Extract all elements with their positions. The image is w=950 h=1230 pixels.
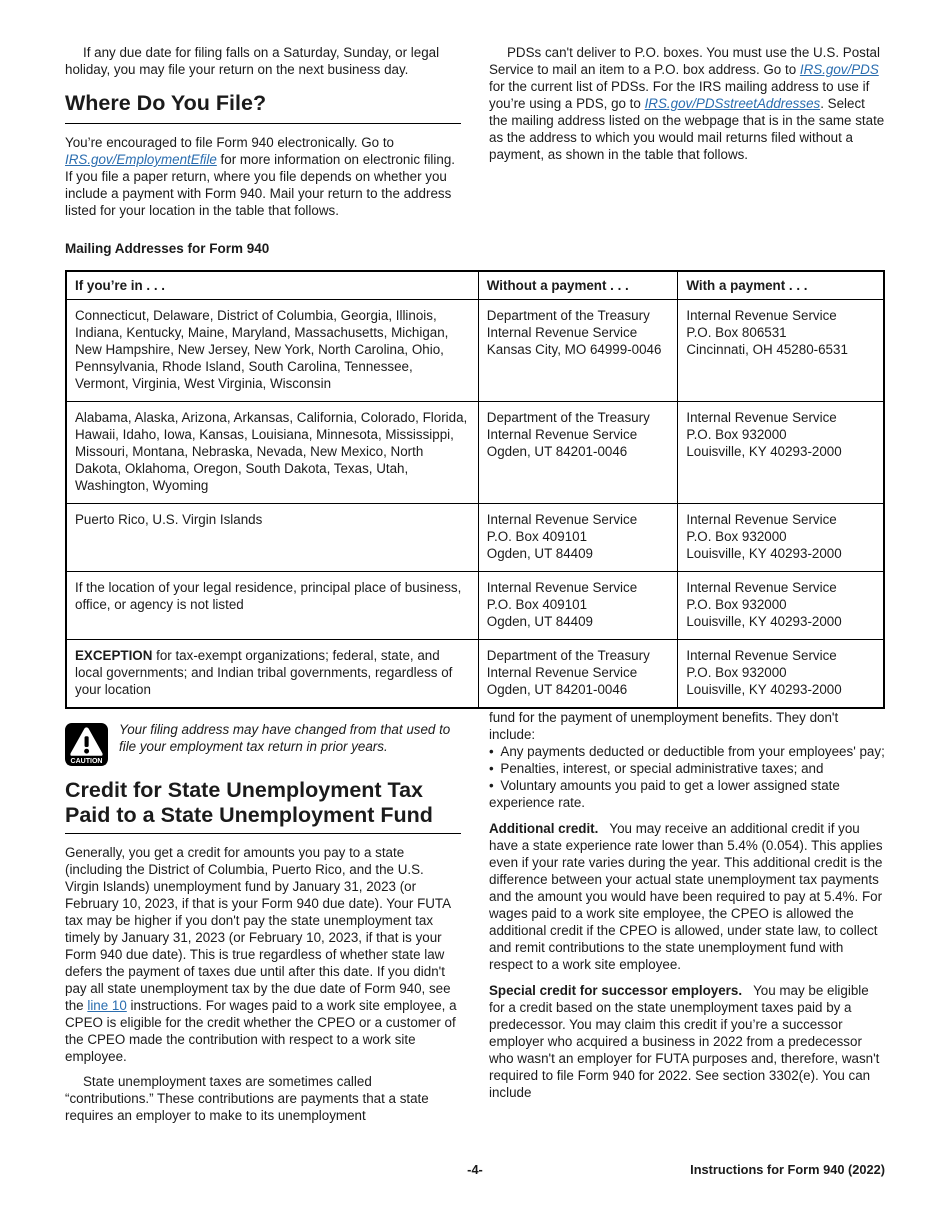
additional-credit-label: Additional credit. [489, 821, 599, 836]
table-row [66, 402, 884, 504]
address-line: P.O. Box 409101 [486, 597, 588, 612]
address-line: Internal Revenue Service [486, 512, 638, 527]
address-line: Ogden, UT 84201-0046 [486, 682, 628, 697]
top-section [65, 44, 885, 219]
address-line: Louisville, KY 40293-2000 [686, 682, 842, 697]
without-payment-cell [478, 300, 678, 402]
mailing-addresses-section [65, 240, 885, 709]
table-row [66, 300, 884, 402]
inline-link[interactable]: IRS.gov/PDSstreetAddresses [644, 96, 821, 111]
without-payment-cell [478, 572, 678, 640]
inline-link[interactable]: IRS.gov/EmploymentEfile [65, 152, 217, 167]
address-line: Ogden, UT 84409 [486, 546, 593, 561]
address-line: Internal Revenue Service [486, 427, 638, 442]
continuation-paragraph: fund for the payment of unemployment benefits. They don't include: [489, 710, 839, 742]
address-line: Kansas City, MO 64999-0046 [486, 342, 662, 357]
successor-credit-label: Special credit for successor employers. [489, 983, 743, 998]
address-line: Internal Revenue Service [686, 410, 837, 425]
location-cell: Alabama, Alaska, Arizona, Arkansas, California, Colorado, Florida, Hawaii, Idaho, Iowa, Kansas, Louisiana, Minnesota, Mississippi, Missouri, Montana, Nebraska, Nevada, New Mexico, North Dakota, Oklahoma, Oregon, South Dakota, Texas, Utah, Washington, Wyoming [66, 402, 478, 504]
with-payment-cell [678, 402, 884, 504]
address-line: Internal Revenue Service [486, 580, 638, 595]
address-line: Cincinnati, OH 45280-6531 [686, 342, 848, 357]
with-payment-cell [678, 572, 884, 640]
top-left-column [65, 44, 461, 219]
pds-paragraph: PDSs can't deliver to P.O. boxes. You must use the U.S. Postal Service to mail an item to a P.O. box address. Go to IRS.gov/PDS for the current list of PDSs. For the IRS mailing address to use if you’re using a PDS, go to IRS.gov/PDSstreetAddresses. Select the mailing address listed on the webpage that is in the same state as the address to which you would mail returns filed without a payment, as shown in the table that follows. [489, 45, 885, 162]
address-line: P.O. Box 932000 [686, 529, 787, 544]
location-cell: EXCEPTION for tax-exempt organizations; federal, state, and local governments; and Indian tribal governments, regardless of your location [66, 640, 478, 709]
additional-credit-paragraph [489, 820, 885, 973]
address-line: Internal Revenue Service [486, 325, 638, 340]
mailing-table-title: Mailing Addresses for Form 940 [65, 241, 270, 256]
address-line: Internal Revenue Service [486, 665, 638, 680]
bottom-left-column [65, 709, 461, 1124]
address-line: P.O. Box 806531 [686, 325, 787, 340]
table-row [66, 640, 884, 709]
column-header-location: If you’re in . . . [66, 271, 478, 300]
address-line: P.O. Box 932000 [686, 665, 787, 680]
address-line: Internal Revenue Service [686, 512, 837, 527]
bullet-item: • Any payments deducted or deductible from your employees' pay; [489, 743, 885, 760]
credit-paragraph-1: Generally, you get a credit for amounts you pay to a state (including the District of Columbia, Puerto Rico, and the U.S. Virgin Islands) unemployment fund by January 31, 2023 (or February 10, 2023, if that is your Form 940 due date). Your FUTA tax may be higher if you don't pay the state unemployment tax timely by January 31, 2023 (or February 10, 2023, if that is your Form 940 due date). This is true regardless of whether state law defers the payment of taxes due until after this date. If you didn't pay all state unemployment tax by the due date of Form 940, see the line 10 instructions. For wages paid to a work site employee, a CPEO is eligible for the credit whether the CPEO or a customer of the CPEO made the contribution with respect to a work site employee. [65, 845, 457, 1064]
where-do-you-file-heading: Where Do You File? [65, 91, 461, 124]
additional-credit-text: You may receive an additional credit if you have a state experience rate lower than 5.4% (0.054). This applies even if your rate varies during the year. This additional credit is the difference between your actual state unemployment tax payments and the amount you would have been required to pay at 5.4%. For wages paid to a work site employee, the CPEO is allowed the additional credit if the CPEO is allowed, under state law, to collect and remit contributions to the state unemployment fund with respect to a work site employee. [489, 821, 883, 972]
inline-link[interactable]: line 10 [87, 998, 127, 1013]
due-date-paragraph: If any due date for filing falls on a Saturday, Sunday, or legal holiday, you may file your return on the next business day. [65, 45, 440, 77]
efile-paragraph: You’re encouraged to file Form 940 electronically. Go to IRS.gov/EmploymentEfile for more information on electronic filing. If you file a paper return, where you file depends on whether you include a payment with Form 940. Mail your return to the address listed for your location in the table that follows. [65, 135, 455, 218]
with-payment-cell [678, 504, 884, 572]
location-cell: Connecticut, Delaware, District of Columbia, Georgia, Illinois, Indiana, Kentucky, Maine, Maryland, Massachusetts, Michigan, New Hampshire, New Jersey, New York, North Carolina, Ohio, Pennsylvania, Rhode Island, South Carolina, Tennessee, Vermont, Virginia, West Virginia, Wisconsin [66, 300, 478, 402]
caution-label: CAUTION [70, 758, 103, 766]
successor-credit-text: You may be eligible for a credit based on the state unemployment taxes paid by a predecessor. You may claim this credit if you’re a successor employer who acquired a business in 2022 from a predecessor who wasn't an employer for FUTA purposes and, therefore, wasn't required to file Form 940 for 2022. See section 3302(e). You can include [489, 983, 880, 1100]
bottom-right-column [489, 709, 885, 1124]
with-payment-cell [678, 640, 884, 709]
address-line: Internal Revenue Service [686, 648, 837, 663]
address-line: Ogden, UT 84201-0046 [486, 444, 628, 459]
address-line: P.O. Box 409101 [486, 529, 588, 544]
address-line: P.O. Box 932000 [686, 427, 787, 442]
without-payment-cell [478, 504, 678, 572]
bottom-section [65, 709, 885, 1124]
address-line: Louisville, KY 40293-2000 [686, 614, 842, 629]
table-header-row [66, 271, 884, 300]
page-number: -4- [467, 1162, 483, 1177]
mailing-addresses-table [65, 270, 885, 709]
address-line: Department of the Treasury [486, 410, 650, 425]
address-line: P.O. Box 932000 [686, 597, 787, 612]
caution-icon [65, 723, 108, 766]
address-line: Ogden, UT 84409 [486, 614, 593, 629]
inline-link[interactable]: IRS.gov/PDS [799, 62, 879, 77]
credit-section-heading: Credit for State Unemployment Tax Paid to a State Unemployment Fund [65, 778, 461, 834]
location-cell: If the location of your legal residence, principal place of business, office, or agency is not listed [66, 572, 478, 640]
column-header-with-payment: With a payment . . . [678, 271, 884, 300]
successor-credit-paragraph [489, 982, 885, 1101]
address-line: Louisville, KY 40293-2000 [686, 444, 842, 459]
top-right-column [489, 44, 885, 219]
address-line: Louisville, KY 40293-2000 [686, 546, 842, 561]
caution-text: Your filing address may have changed from that used to file your employment tax return in prior years. [119, 722, 451, 754]
without-payment-cell [478, 640, 678, 709]
address-line: Internal Revenue Service [686, 308, 837, 323]
without-payment-cell [478, 402, 678, 504]
column-header-without-payment: Without a payment . . . [478, 271, 678, 300]
bullet-item: • Voluntary amounts you paid to get a lower assigned state experience rate. [489, 777, 885, 811]
table-row [66, 504, 884, 572]
document-title: Instructions for Form 940 (2022) [690, 1162, 885, 1177]
page-footer [65, 1161, 885, 1181]
caution-note [65, 721, 461, 767]
address-line: Department of the Treasury [486, 648, 650, 663]
bullet-item: • Penalties, interest, or special administrative taxes; and [489, 760, 885, 777]
address-line: Internal Revenue Service [686, 580, 837, 595]
with-payment-cell [678, 300, 884, 402]
location-cell: Puerto Rico, U.S. Virgin Islands [66, 504, 478, 572]
address-line: Department of the Treasury [486, 308, 650, 323]
credit-paragraph-2: State unemployment taxes are sometimes called “contributions.” These contributions are payments that a state requires an employer to make to its unemployment [65, 1074, 429, 1123]
table-row [66, 572, 884, 640]
